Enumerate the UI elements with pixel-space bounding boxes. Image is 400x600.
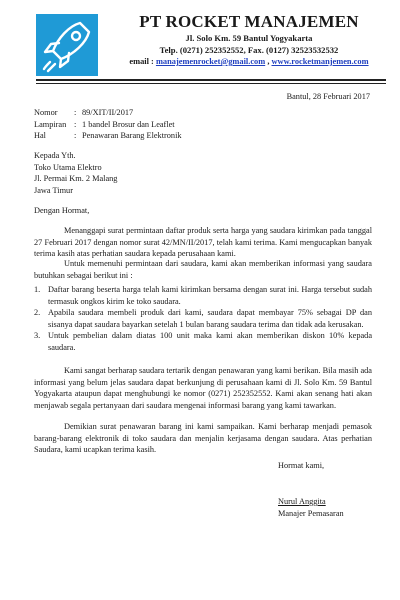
list-number: 1.: [34, 285, 41, 294]
recipient-line: Toko Utama Elektro: [34, 162, 102, 172]
contact-separator: ,: [265, 57, 272, 66]
company-phone-fax: Telp. (0271) 252352552, Fax. (0127) 32523532532: [159, 45, 339, 55]
list-item: [34, 330, 372, 353]
list-text: Untuk pembelian dalam diatas 100 unit maka kami akan memberikan diskon 10% kepada saudara.: [48, 331, 372, 352]
recipient-block: [34, 150, 117, 196]
paragraph-closing: Demikian surat penawaran barang ini kami sampaikan. Kami berharap menjadi pemasok barang-barang elektronik di toko saudara dan menjalin kerjasama dengan saudara. Atas perhatian Saudara, kami ucapkan terima kasih.: [34, 422, 372, 455]
list-text: Daftar barang beserta harga telah kami kirimkan bersama dengan surat ini. Harga tersebut sudah termasuk ongkos kirim ke toko saudara.: [48, 285, 372, 306]
meta-separator: :: [74, 131, 77, 141]
list-number: 3.: [34, 331, 41, 341]
meta-value: 1 bandel Brosur dan Leaflet: [82, 119, 175, 129]
meta-value: Penawaran Barang Elektronik: [82, 131, 182, 141]
letterhead-divider-thin: [36, 83, 386, 84]
greeting: Dengan Hormat,: [34, 206, 90, 215]
meta-key: Hal: [34, 131, 46, 141]
recipient-line: Jl. Permai Km. 2 Malang: [34, 174, 118, 184]
paragraph-contact-info: Kami sangat berharap saudara tertarik dengan penawaran yang kami berikan. Bila masih ada informasi yang belum jelas saudara dapat berkunjung di perusahaan kami di Jl. Solo Km. 59 Bantul Yogyakarta ataupun dapat menghubungi ke nomor (0271) 252352552. Kami akan senang hati akan menjawab segala pertanyaan dari saudara mengenai informasi barang yang kami tawarkan.: [34, 366, 372, 410]
company-name: PT ROCKET MANAJEMEN: [139, 12, 359, 31]
meta-separator: :: [74, 108, 77, 117]
paragraph-intro-list: Untuk memenuhi permintaan dari saudara, kami akan memberikan informasi yang saudara butuhkan sebagai berikut ini :: [34, 259, 372, 280]
email-label: email :: [129, 57, 156, 66]
company-address: Jl. Solo Km. 59 Bantul Yogyakarta: [185, 33, 313, 43]
list-number: 2.: [34, 308, 41, 318]
rocket-icon: [36, 14, 98, 76]
paragraph-opening: Menanggapi surat permintaan daftar produk serta harga yang saudara kirimkan pada tanggal 27 Februari 2017 dengan nomor surat 42/MN/II/2017, telah kami terima. Kami mengucapkan banyak terima kasih atas perhatian saudara kepada perusahaan kami.: [34, 226, 372, 259]
letterhead: [108, 12, 390, 68]
meta-key: Nomor: [34, 108, 58, 117]
signature-block: [278, 496, 344, 519]
closing-salutation: Hormat kami,: [278, 461, 325, 470]
list-text: Apabila saudara membeli produk dari kami, saudara dapat membayar 75% sebagai DP dan sisanya dapat saudara bayarkan setelah 1 bulan barang saudara terima dan tidak ada kerusakan.: [48, 308, 372, 329]
meta-row-nomor: [34, 107, 182, 119]
signer-title: Manajer Pemasaran: [278, 508, 344, 518]
offer-terms-list: [34, 284, 372, 354]
recipient-line: Jawa Timur: [34, 185, 73, 195]
letter-date: Bantul, 28 Februari 2017: [286, 92, 370, 101]
meta-value: 89/XIT/II/2017: [82, 108, 134, 117]
letter-meta: [34, 107, 182, 142]
meta-row-hal: [34, 130, 182, 142]
website-link[interactable]: www.rocketmanjemen.com: [271, 57, 369, 66]
meta-separator: :: [74, 119, 77, 129]
list-item: [34, 284, 372, 307]
company-contact-line: [108, 56, 390, 68]
list-item: [34, 307, 372, 330]
rocket-logo-graphic: [36, 14, 98, 76]
email-link[interactable]: manajemenrocket@gmail.com: [155, 57, 266, 66]
meta-row-lampiran: [34, 119, 182, 131]
letterhead-divider-thick: [36, 79, 386, 81]
recipient-line: Kepada Yth.: [34, 151, 76, 160]
meta-key: Lampiran: [34, 119, 67, 129]
signer-name: Nurul Anggita: [278, 497, 326, 506]
